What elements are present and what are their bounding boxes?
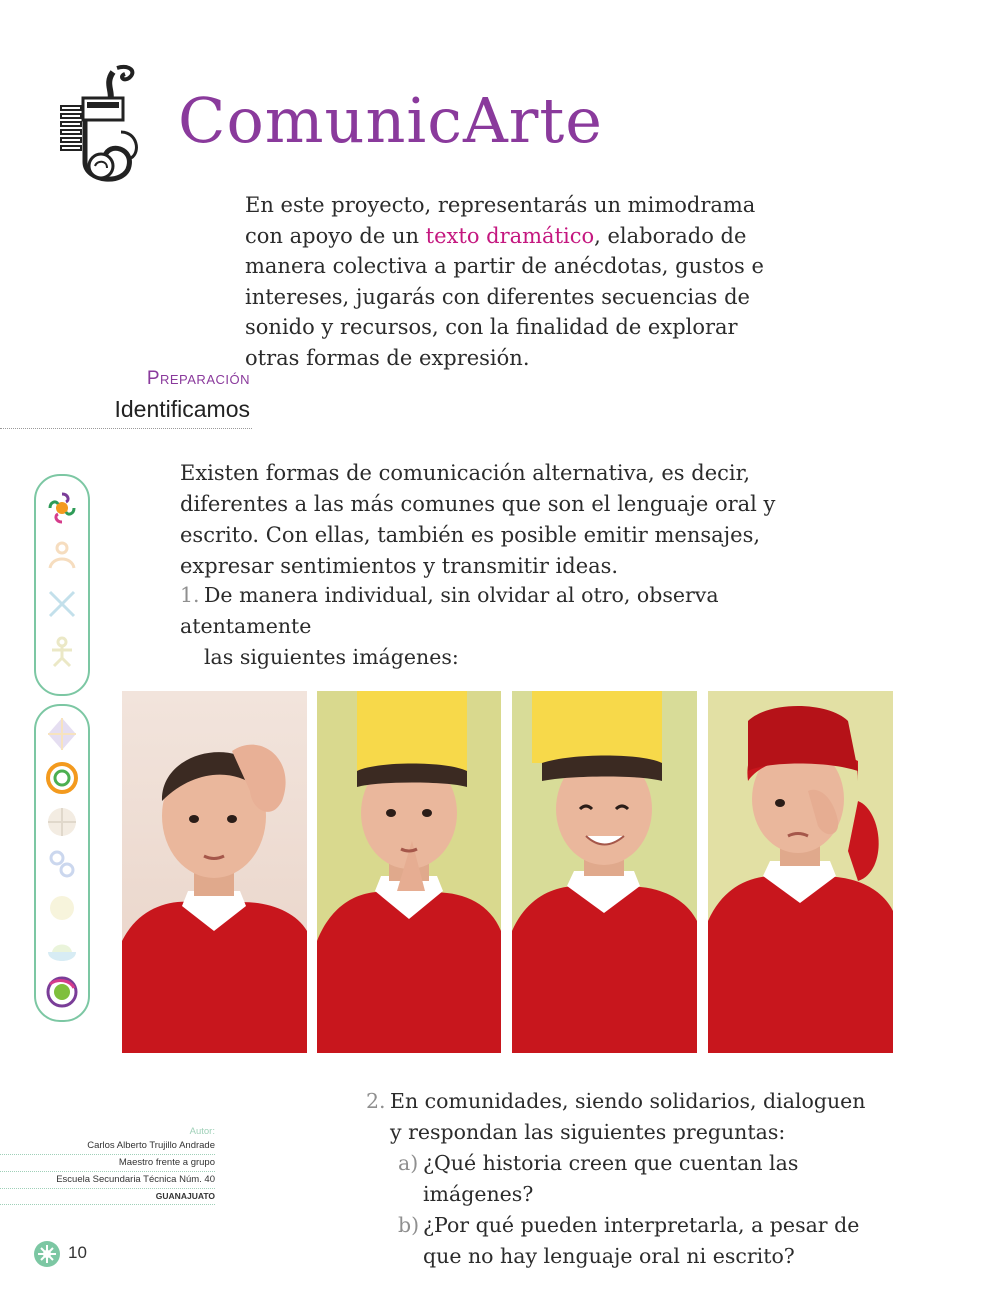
author-label: Autor: [189, 1126, 215, 1137]
author-school: Escuela Secundaria Técnica Núm. 40 [0, 1172, 215, 1189]
question-2b: b) ¿Por qué pueden interpretarla, a pesar de que no hay lenguaje oral ni escrito? [398, 1213, 860, 1268]
globe-icon[interactable] [44, 804, 80, 840]
question-1-number: 1. [180, 583, 200, 607]
section-divider [0, 428, 252, 429]
sun-badge-icon [33, 1240, 61, 1268]
question-1 [180, 580, 770, 673]
boy-yellow-hat-smiling-photo [512, 691, 697, 1053]
author-state: GUANAJUATO [0, 1189, 215, 1205]
sun-icon[interactable] [44, 890, 80, 926]
ethics-icon[interactable] [44, 490, 80, 526]
bowl-icon[interactable] [44, 934, 80, 970]
author-name: Carlos Alberto Trujillo Andrade [0, 1138, 215, 1155]
question-2-number: 2. [366, 1089, 386, 1113]
nature-icon[interactable] [44, 586, 80, 622]
question-2a: a) ¿Qué historia creen que cuentan las imágenes? [398, 1151, 799, 1206]
target-icon[interactable] [44, 760, 80, 796]
sidebar-track-top [34, 474, 90, 696]
kite-icon[interactable] [44, 716, 80, 752]
body-icon[interactable] [44, 634, 80, 670]
boy-red-beanie-crying-photo [708, 691, 893, 1053]
page-title: ComunicArte [178, 84, 603, 157]
page-number: 10 [68, 1243, 87, 1262]
sidebar-track-bottom [34, 704, 90, 1022]
dramatic-text-link[interactable]: texto dramático [425, 223, 595, 248]
author-credits [0, 1124, 215, 1205]
question-2-line-2: y respondan las siguientes preguntas: [390, 1120, 786, 1144]
section-kicker: Preparación [146, 368, 250, 389]
community-icon[interactable] [44, 538, 80, 574]
boy-yellow-hat-thinking-photo [317, 691, 501, 1053]
question-1-line-1: De manera individual, sin olvidar al otro, observa atentamente [180, 583, 719, 638]
intro-paragraph: En este proyecto, representarás un mimodrama con apoyo de un texto dramático, elaborado de manera colectiva a partir de anécdotas, gustos e intereses, jugarás con diferentes secuencias de sonido y recursos, con la finalidad de explorar otras formas de expresión. [245, 193, 764, 370]
question-1-line-2: las siguientes imágenes: [204, 645, 459, 669]
planet-icon[interactable] [44, 974, 80, 1010]
author-role: Maestro frente a grupo [0, 1155, 215, 1172]
question-2 [366, 1086, 866, 1272]
serpent-emblem-icon [55, 62, 150, 194]
question-2-line-1: En comunidades, siendo solidarios, dialoguen [390, 1089, 866, 1113]
boy-hand-on-head-photo [122, 691, 307, 1053]
body-paragraph: Existen formas de comunicación alternativa, es decir, diferentes a las más comunes que son el lenguaje oral y escrito. Con ellas, también es posible emitir mensajes, expresar sentimientos y transmitir ideas. [180, 461, 776, 578]
section-title: Identificamos [114, 396, 250, 422]
infinity-icon[interactable] [44, 846, 80, 882]
